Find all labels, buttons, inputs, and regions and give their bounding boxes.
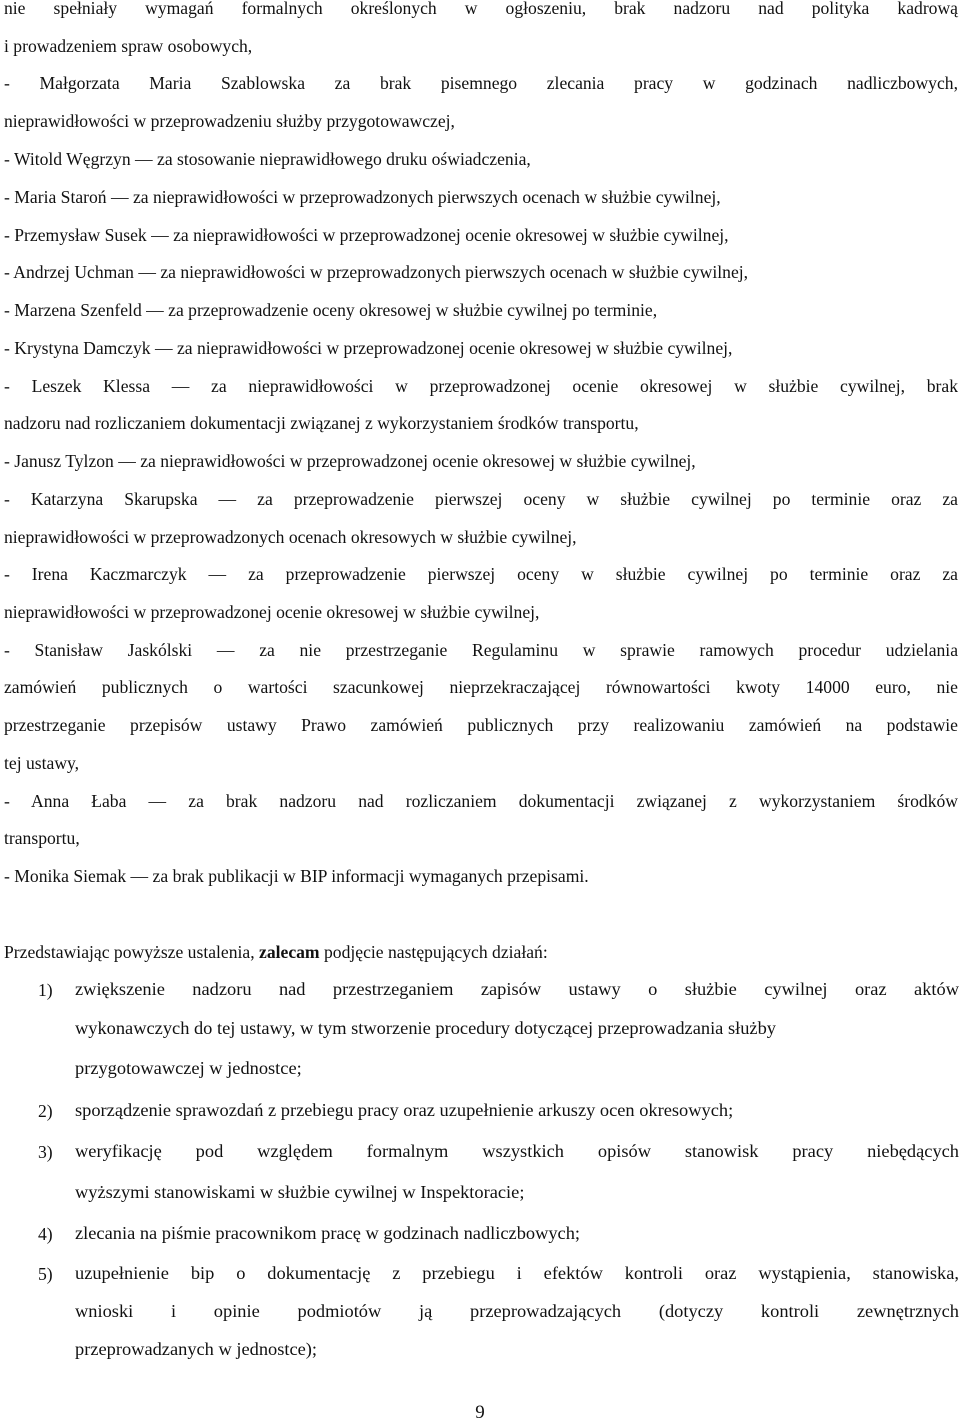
text-line: - Monika Siemak — za brak publikacji w BIP informacji wymaganych przepisami. [4, 866, 589, 886]
list-item-text: wyższymi stanowiskami w służbie cywilnej w Inspektoracie; [75, 1182, 525, 1202]
list-item-number: 2) [38, 1101, 53, 1121]
list-item-text: wnioski i opinie podmiotów ją przeprowadzających (dotyczy kontroli zewnętrznych [75, 1301, 959, 1321]
list-item-text: zlecania na piśmie pracownikom pracę w godzinach nadliczbowych; [75, 1223, 581, 1243]
text-line: nie spełniały wymagań formalnych określonych w ogłoszeniu, brak nadzoru nad polityka kadrową [4, 0, 958, 18]
list-item-number: 5) [38, 1264, 53, 1284]
intro-text: podjęcie następujących działań: [319, 942, 548, 962]
list-item-number: 3) [38, 1142, 53, 1162]
text-line: nieprawidłowości w przeprowadzonych ocenach okresowych w służbie cywilnej, [4, 527, 577, 547]
text-line: zamówień publicznych o wartości szacunkowej nieprzekraczającej równowartości kwoty 14000 euro, nie [4, 677, 958, 697]
list-item-number: 1) [38, 980, 53, 1000]
text-line: tej ustawy, [4, 753, 80, 773]
text-line: - Irena Kaczmarczyk — za przeprowadzenie pierwszej oceny w służbie cywilnej po terminie oraz za [4, 564, 958, 584]
text-line: - Leszek Klessa — za nieprawidłowości w przeprowadzonej ocenie okresowej w służbie cywilnej, brak [4, 376, 958, 396]
text-line: transportu, [4, 828, 80, 848]
list-item-text: sporządzenie sprawozdań z przebiegu pracy oraz uzupełnienie arkuszy ocen okresowych; [75, 1100, 734, 1120]
text-line: - Witold Węgrzyn — za stosowanie nieprawidłowego druku oświadczenia, [4, 149, 531, 169]
text-line: - Małgorzata Maria Szablowska za brak pisemnego zlecania pracy w godzinach nadliczbowych, [4, 73, 958, 93]
text-line: - Marzena Szenfeld — za przeprowadzenie oceny okresowej w służbie cywilnej po terminie, [4, 300, 658, 320]
page-number: 9 [475, 1402, 485, 1423]
list-item-number: 4) [38, 1224, 53, 1244]
list-item-text: zwiększenie nadzoru nad przestrzeganiem zapisów ustawy o służbie cywilnej oraz aktów [75, 979, 959, 999]
text-line: i prowadzeniem spraw osobowych, [4, 36, 253, 56]
text-line: przestrzeganie przepisów ustawy Prawo zamówień publicznych przy realizowaniu zamówień na podstawie [4, 715, 958, 735]
text-line: nieprawidłowości w przeprowadzonej ocenie okresowej w służbie cywilnej, [4, 602, 540, 622]
list-item-text: uzupełnienie bip o dokumentację z przebiegu i efektów kontroli oraz wystąpienia, stanowiska, [75, 1263, 959, 1283]
list-item-text: przygotowawczej w jednostce; [75, 1058, 302, 1078]
text-line: - Krystyna Damczyk — za nieprawidłowości w przeprowadzonej ocenie okresowej w służbie cywilnej, [4, 338, 733, 358]
text-line: nieprawidłowości w przeprowadzeniu służby przygotowawczej, [4, 111, 455, 131]
text-line: nadzoru nad rozliczaniem dokumentacji związanej z wykorzystaniem środków transportu, [4, 413, 639, 433]
text-line: - Stanisław Jaskólski — za nie przestrzeganie Regulaminu w sprawie ramowych procedur udzielania [4, 640, 958, 660]
list-item-text: wykonawczych do tej ustawy, w tym stworzenie procedury dotyczącej przeprowadzania służby [75, 1018, 776, 1038]
intro-text: Przedstawiając powyższe ustalenia, [4, 942, 260, 962]
text-line: - Anna Łaba — za brak nadzoru nad rozliczaniem dokumentacji związanej z wykorzystaniem środków [4, 791, 958, 811]
list-item-text: weryfikację pod względem formalnym wszystkich opisów stanowisk pracy niebędących [75, 1141, 959, 1161]
text-line: - Katarzyna Skarupska — za przeprowadzenie pierwszej oceny w służbie cywilnej po terminie oraz za [4, 489, 958, 509]
recommendations-intro [4, 942, 548, 962]
text-line: - Przemysław Susek — za nieprawidłowości w przeprowadzonej ocenie okresowej w służbie cywilnej, [4, 225, 729, 245]
text-line: - Janusz Tylzon — za nieprawidłowości w przeprowadzonej ocenie okresowej w służbie cywilnej, [4, 451, 696, 471]
text-line: - Andrzej Uchman — za nieprawidłowości w przeprowadzonych pierwszych ocenach w służbie cywilnej, [4, 262, 749, 282]
text-line: - Maria Staroń — za nieprawidłowości w przeprowadzonych pierwszych ocenach w służbie cywilnej, [4, 187, 721, 207]
intro-emphasis: zalecam [259, 942, 320, 962]
list-item-text: przeprowadzanych w jednostce); [75, 1339, 318, 1359]
